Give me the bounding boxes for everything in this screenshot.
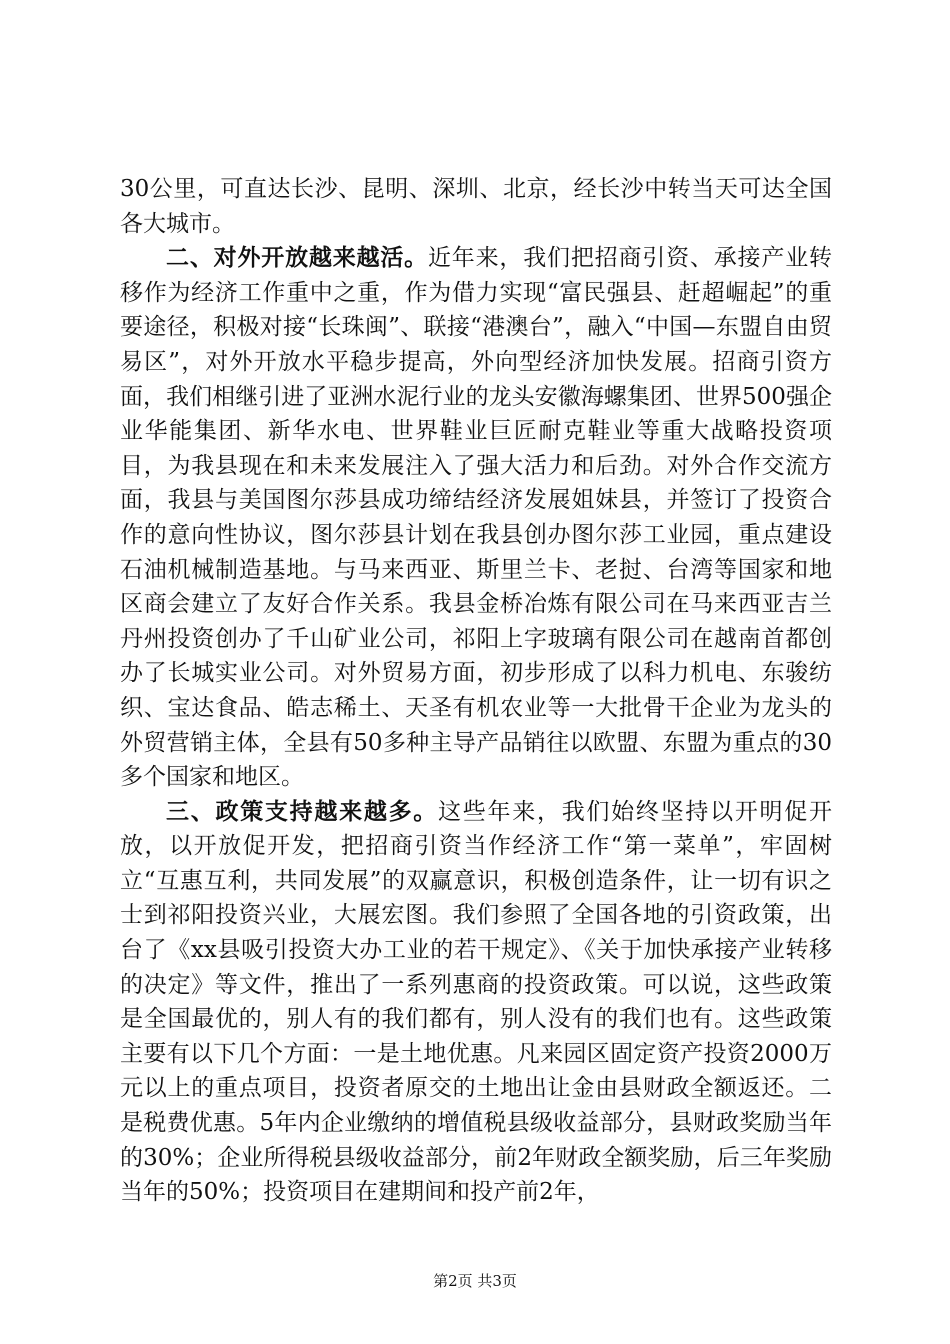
page-footer xyxy=(0,1270,950,1291)
paragraph-heading: 二、对外开放越来越活。 xyxy=(166,244,428,272)
document-body xyxy=(120,172,832,1210)
paragraph-text: 这些年来，我们始终坚持以开明促开放，以开放促开发，把招商引资当作经济工作“第一菜单”，牢固树立“互惠互利，共同发展”的双赢意识，积极创造条件，让一切有识之士到祁阳投资兴业，大展宏图。我们参照了全国各地的引资政策，出台了《xx县吸引投资大办工业的若干规定》、《关于加快承接产业转移的决定》等文件，推出了一系列惠商的投资政策。可以说，这些政策是全国最优的，别人有的我们都有，别人没有的我们也有。这些政策主要有以下几个方面：一是土地优惠。凡来园区固定资产投资2000万元以上的重点项目，投资者原交的土地出让金由县财政全额返还。二是税费优惠。5年内企业缴纳的增值税县级收益部分，县财政奖励当年的30%；企业所得税县级收益部分，前2年财政全额奖励，后三年奖励当年的50%；投资项目在建期间和投产前2年， xyxy=(120,798,833,1206)
paragraph-policy-support xyxy=(120,795,832,1210)
paragraph-text: 30公里，可直达长沙、昆明、深圳、北京，经长沙中转当天可达全国各大城市。 xyxy=(120,176,832,237)
page-number-label: 第2页 共3页 xyxy=(433,1272,517,1290)
paragraph-opening-up xyxy=(120,241,832,795)
paragraph-continuation xyxy=(120,172,832,241)
paragraph-heading: 三、政策支持越来越多。 xyxy=(166,797,439,825)
paragraph-text: 近年来，我们把招商引资、承接产业转移作为经济工作重中之重，作为借力实现“富民强县、赶超崛起”的重要途径，积极对接“长珠闽”、联接“港澳台”，融入“中国—东盟自由贸易区”，对外开放水平稳步提高，外向型经济加快发展。招商引资方面，我们相继引进了亚洲水泥行业的龙头安徽海螺集团、世界500强企业华能集团、新华水电、世界鞋业巨匠耐克鞋业等重大战略投资项目，为我县现在和未来发展注入了强大活力和后劲。对外合作交流方面，我县与美国图尔莎县成功缔结经济发展姐妹县，并签订了投资合作的意向性协议，图尔莎县计划在我县创办图尔莎工业园，重点建设石油机械制造基地。与马来西亚、斯里兰卡、老挝、台湾等国家和地区商会建立了友好合作关系。我县金桥冶炼有限公司在马来西亚吉兰丹州投资创办了千山矿业公司，祁阳上字玻璃有限公司在越南首都创办了长城实业公司。对外贸易方面，初步形成了以科力机电、东骏纺织、宝达食品、皓志稀土、天圣有机农业等一大批骨干企业为龙头的外贸营销主体，全县有50多种主导产品销往以欧盟、东盟为重点的30多个国家和地区。 xyxy=(120,245,833,791)
